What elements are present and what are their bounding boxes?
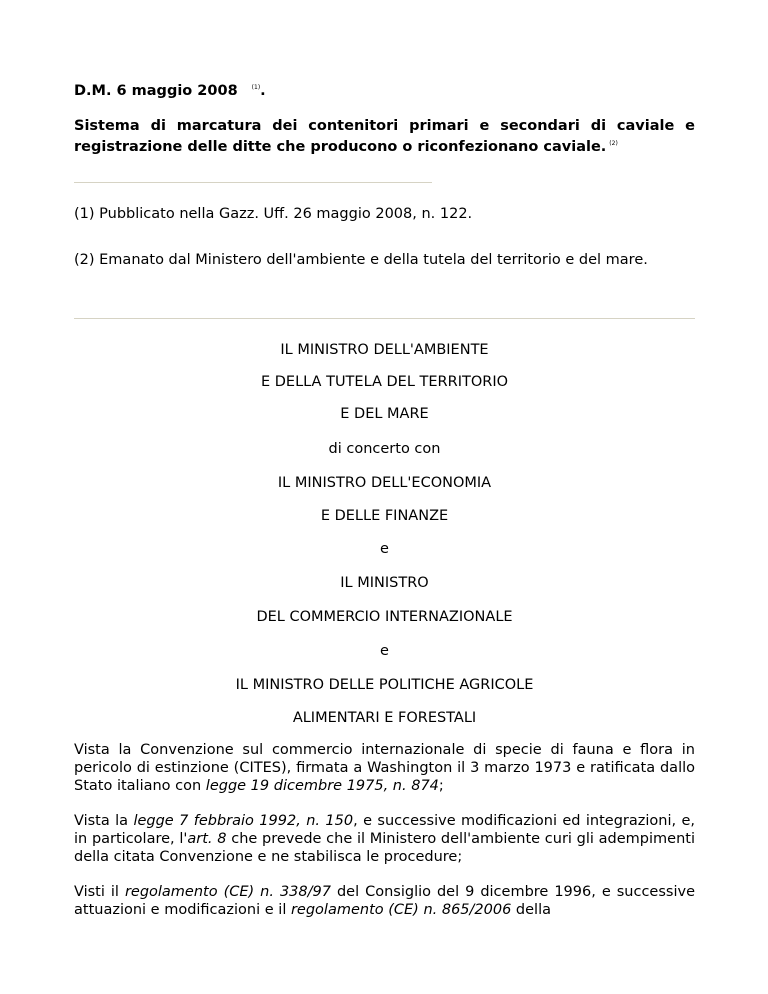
footnote-ref-1[interactable]: (1) xyxy=(251,84,261,91)
paragraph-legge-150 xyxy=(74,812,695,866)
paragraph-text: ; xyxy=(438,778,444,794)
preamble-line: E DELLA TUTELA DEL TERRITORIO xyxy=(260,374,509,390)
paragraph-regolamenti xyxy=(74,883,695,919)
footnote-1: (1) Pubblicato nella Gazz. Uff. 26 maggio 2008, n. 122. xyxy=(74,206,473,222)
decree-subtitle-text: Sistema di marcatura dei contenitori primari e secondari di caviale e registrazione delle ditte che producono o riconfezionano caviale. xyxy=(74,118,695,155)
paragraph-text: Vista la Convenzione sul commercio internazionale di specie di fauna e flora in pericolo di estinzione (CITES), firmata a Washington il 3 marzo 1973 e ratificata dallo Stato italiano con xyxy=(74,742,695,794)
preamble-line: E DEL MARE xyxy=(340,406,429,422)
footnote-2: (2) Emanato dal Ministero dell'ambiente e della tutela del territorio e del mare. xyxy=(74,252,648,268)
section-divider xyxy=(74,318,695,319)
preamble-line: e xyxy=(380,643,389,659)
preamble-line: IL MINISTRO xyxy=(340,575,429,591)
decree-title-period: . xyxy=(260,83,266,99)
law-reference: legge 7 febbraio 1992, n. 150 xyxy=(133,813,354,829)
preamble-line: DEL COMMERCIO INTERNAZIONALE xyxy=(256,609,513,625)
preamble-line: IL MINISTRO DELLE POLITICHE AGRICOLE xyxy=(235,677,534,693)
preamble-line: IL MINISTRO DELL'ECONOMIA xyxy=(277,475,492,491)
regulation-reference: regolamento (CE) n. 338/97 xyxy=(124,884,331,900)
preamble-line: E DELLE FINANZE xyxy=(320,508,449,524)
decree-title-text: D.M. 6 maggio 2008 xyxy=(74,83,238,99)
preamble-line: e xyxy=(380,541,389,557)
paragraph-text: Visti il xyxy=(74,884,125,900)
decree-title xyxy=(74,83,266,99)
article-reference: art. 8 xyxy=(187,831,227,847)
regulation-reference: regolamento (CE) n. 865/2006 xyxy=(290,902,512,918)
preamble-line: di concerto con xyxy=(328,441,441,457)
preamble-line: ALIMENTARI E FORESTALI xyxy=(292,710,477,726)
paragraph-cites xyxy=(74,741,695,795)
preamble-line: IL MINISTRO DELL'AMBIENTE xyxy=(280,342,489,358)
notes-divider xyxy=(74,182,432,183)
paragraph-text: , e successive modificazioni ed integrazioni, e, in particolare, l' xyxy=(74,813,696,847)
paragraph-text: della xyxy=(511,902,552,918)
decree-subtitle xyxy=(74,117,695,156)
paragraph-text: Vista la xyxy=(74,813,134,829)
footnote-ref-2[interactable]: (2) xyxy=(609,140,618,147)
paragraph-text: che prevede che il Ministero dell'ambiente curi gli adempimenti della citata Convenzione e ne stabilisca le procedure; xyxy=(74,831,695,865)
paragraph-text: del Consiglio del 9 dicembre 1996, e successive attuazioni e modificazioni e il xyxy=(74,884,695,918)
law-reference: legge 19 dicembre 1975, n. 874 xyxy=(205,778,439,794)
